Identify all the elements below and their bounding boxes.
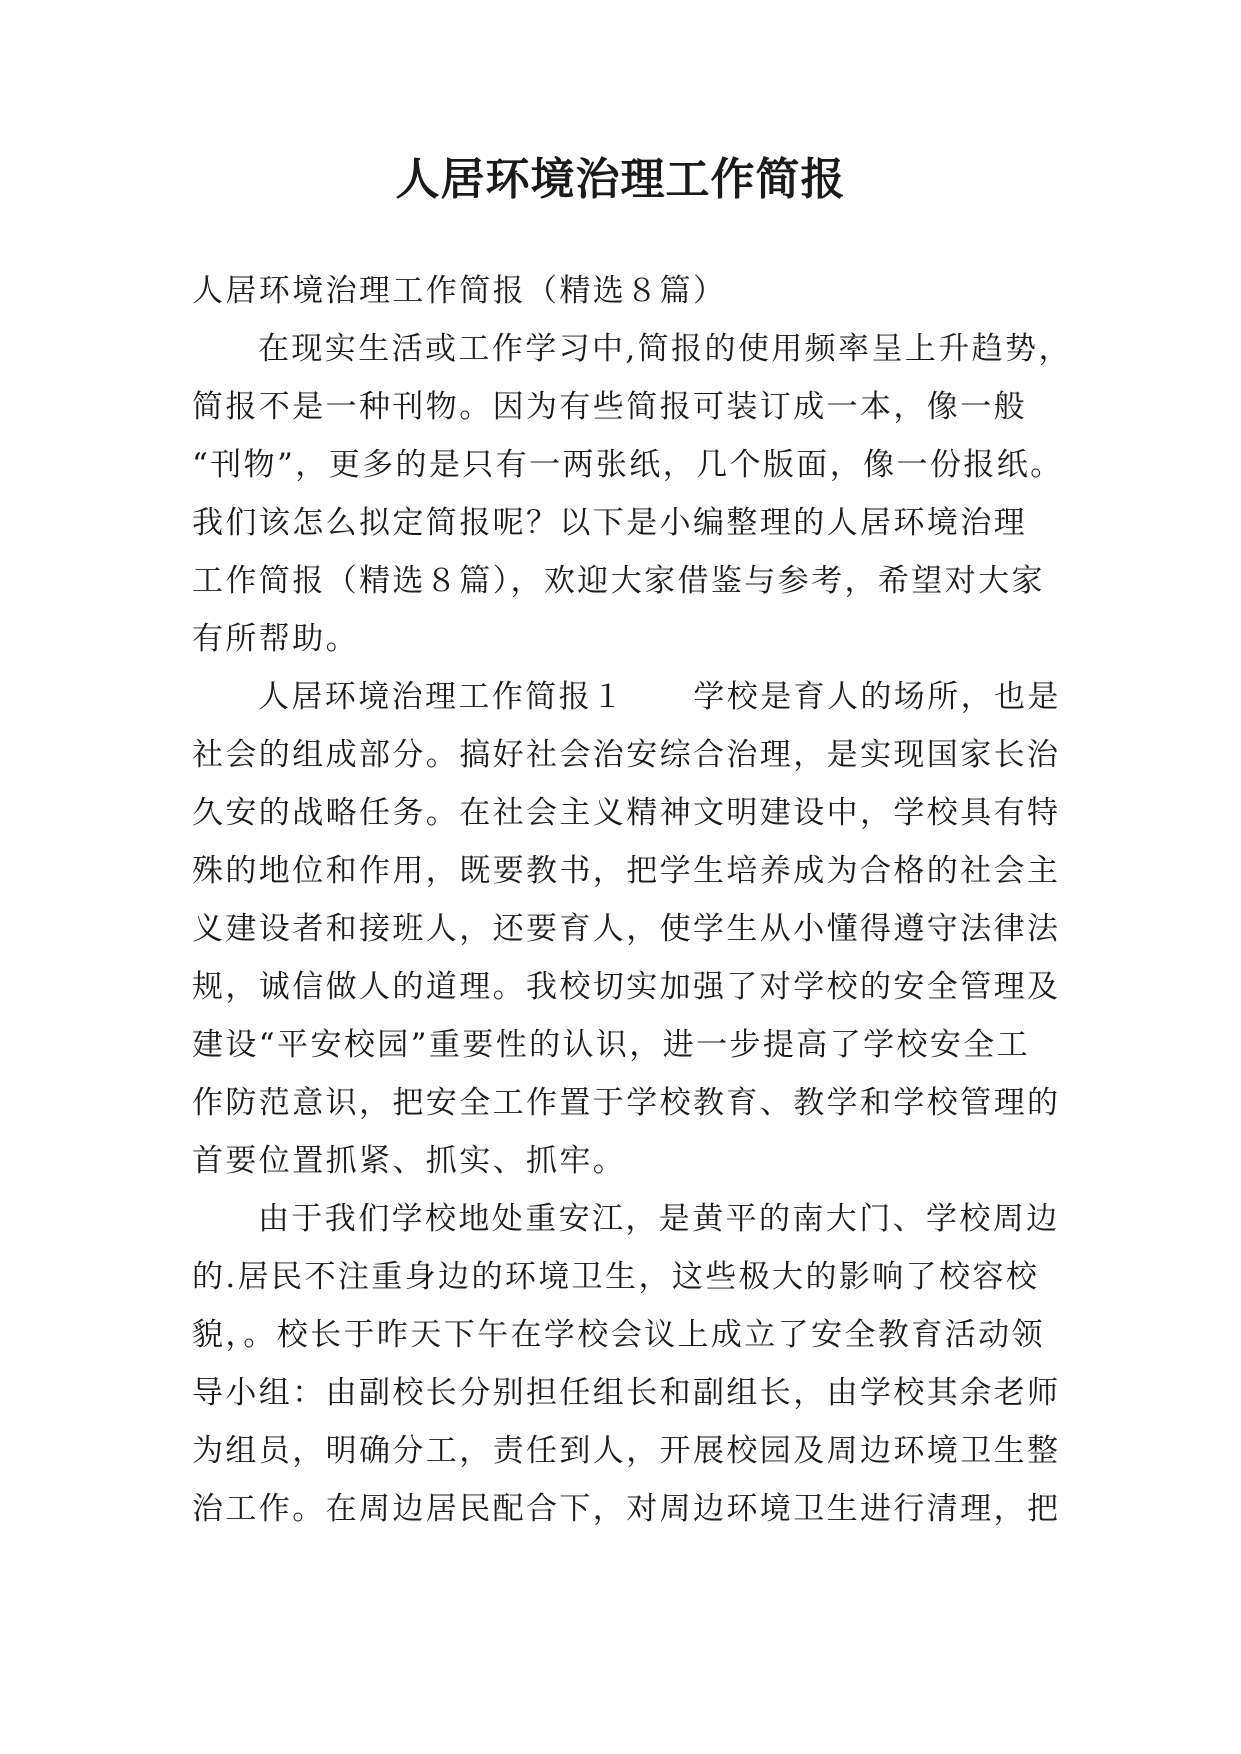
paragraph-line: 我们该怎么拟定简报呢？以下是小编整理的人居环境治理 xyxy=(192,505,1027,541)
document-subtitle: 人居环境治理工作简报（精选８篇） xyxy=(192,273,727,309)
paragraph-line: 由于我们学校地处重安江，是黄平的南大门、学校周边 xyxy=(258,1201,1060,1237)
document-body xyxy=(192,262,1072,1538)
paragraph-line: 作防范意识，把安全工作置于学校教育、教学和学校管理的 xyxy=(192,1085,1061,1121)
paragraph-line: 的.居民不注重身边的环境卫生，这些极大的影响了校容校 xyxy=(192,1259,1040,1295)
intro-paragraph xyxy=(192,320,1072,668)
paragraph-line: 简报不是一种刊物。因为有些简报可装订成一本，像一般 xyxy=(192,389,1027,425)
paragraph-line: 貌，。校长于昨天下午在学校会议上成立了安全教育活动领 xyxy=(192,1317,1045,1353)
section1-heading: 人居环境治理工作简报１ xyxy=(258,679,626,715)
paragraph-line: 导小组：由副校长分别担任组长和副组长，由学校其余老师 xyxy=(192,1375,1061,1411)
third-paragraph xyxy=(192,1190,1072,1538)
paragraph-line: 久安的战略任务。在社会主义精神文明建设中，学校具有特 xyxy=(192,795,1061,831)
paragraph-line: 有所帮助。 xyxy=(192,621,359,657)
section1-paragraph xyxy=(192,668,1072,1190)
section1-first-line xyxy=(192,668,1072,726)
paragraph-line: 工作简报（精选８篇），欢迎大家借鉴与参考，希望对大家 xyxy=(192,563,1045,599)
paragraph-line: 殊的地位和作用，既要教书，把学生培养成为合格的社会主 xyxy=(192,853,1061,889)
paragraph-line: 义建设者和接班人，还要育人，使学生从小懂得遵守法律法 xyxy=(192,911,1061,947)
document-title: 人居环境治理工作简报 xyxy=(395,154,846,205)
section1-first-line-text: 学校是育人的场所，也是 xyxy=(693,679,1061,715)
paragraph-line: 社会的组成部分。搞好社会治安综合治理，是实现国家长治 xyxy=(192,737,1061,773)
paragraph-line: 规，诚信做人的道理。我校切实加强了对学校的安全管理及 xyxy=(192,969,1061,1005)
paragraph-line: 治工作。在周边居民配合下，对周边环境卫生进行清理，把 xyxy=(192,1491,1061,1527)
paragraph-line: 建设“平安校园”重要性的认识，进一步提高了学校安全工 xyxy=(192,1027,1031,1063)
paragraph-line: 首要位置抓紧、抓实、抓牢。 xyxy=(192,1143,627,1179)
paragraph-line: 在现实生活或工作学习中,简报的使用频率呈上升趋势， xyxy=(258,331,1072,367)
paragraph-line: 为组员，明确分工，责任到人，开展校园及周边环境卫生整 xyxy=(192,1433,1061,1469)
paragraph-line: “刊物”，更多的是只有一两张纸，几个版面，像一份报纸。 xyxy=(192,447,1064,483)
